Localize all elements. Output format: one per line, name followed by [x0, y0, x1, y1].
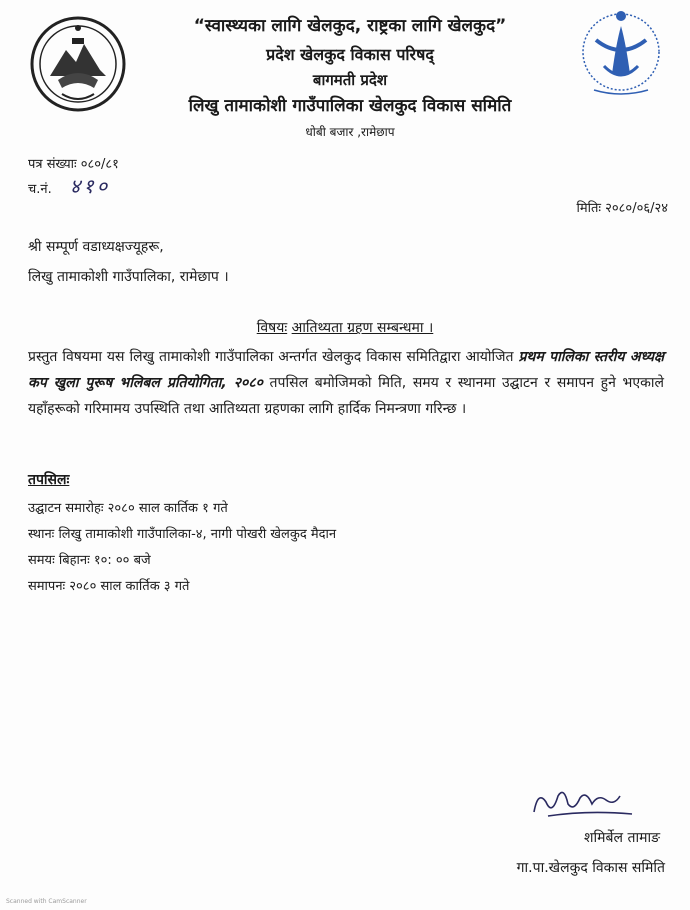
slogan: “स्वास्थ्यका लागि खेलकुद, राष्ट्रका लागि खेलकुद” [193, 16, 507, 36]
letter-number [28, 154, 119, 172]
letterhead [130, 14, 570, 142]
sports-council-logo [576, 4, 666, 104]
committee-name: लिखु तामाकोशी गाउँपालिका खेलकुद विकास समिति [188, 96, 512, 116]
addressee-block [28, 232, 229, 292]
letter-body [28, 344, 664, 422]
dispatch-number-label: च.नं. [28, 182, 52, 197]
subject-line [0, 318, 690, 337]
dispatch-number [28, 172, 110, 199]
signer-name: शमिर्बेल तामाङ [584, 830, 660, 846]
nepal-emblem-logo [28, 14, 128, 114]
addressee-line-1: श्री सम्पूर्ण वडाध्यक्षज्यूहरू, [28, 239, 164, 255]
province-name: बागमती प्रदेश [312, 71, 388, 89]
dispatch-number-value: ४१० [69, 174, 111, 198]
detail-item-time: समयः बिहानः १०: ०० बजे [28, 553, 151, 568]
subject-label: विषयः [256, 320, 288, 336]
scanner-watermark: Scanned with CamScanner [6, 898, 87, 905]
subject-text: आतिथ्यता ग्रहण सम्बन्धमा । [291, 320, 434, 336]
body-part-1: प्रस्तुत विषयमा यस लिखु तामाकोशी गाउँपालिका अन्तर्गत खेलकुद विकास समितिद्वारा आयोजित [28, 349, 519, 365]
signer-title: गा.पा.खेलकुद विकास समिति [516, 860, 665, 876]
event-name: प्रथम पालिका स्तरीय अध्यक्ष कप खुला पुरूष भलिबल प्रतियोगिता, २०८० [28, 349, 664, 391]
detail-item-opening: उद्घाटन समारोहः २०८० साल कार्तिक १ गते [28, 501, 228, 516]
letter-number-label: पत्र संख्याः [28, 157, 77, 172]
date-label: मितिः [576, 201, 602, 216]
addressee-line-2: लिखु तामाकोशी गाउँपालिका, रामेछाप । [28, 269, 229, 285]
handwritten-signature [528, 782, 638, 822]
details-heading: तपसिलः [28, 472, 70, 488]
letter-number-value: ०८०/८१ [80, 157, 119, 172]
detail-item-closing: समापनः २०८० साल कार्तिक ३ गते [28, 579, 190, 594]
council-name: प्रदेश खेलकुद विकास परिषद् [266, 45, 434, 64]
details-list [28, 496, 336, 600]
detail-item-venue: स्थानः लिखु तामाकोशी गाउँपालिका-४, नागी पोखरी खेलकुद मैदान [28, 527, 337, 542]
letter-date [576, 198, 668, 216]
body-part-2: तपसिल बमोजिमको मिति, समय र स्थानमा उद्घाटन र समापन हुने भएकाले यहाँहरूको गरिमामय उपस्थिति तथा आतिथ्यता ग्रहणका लागि हार्दिक निमन्त्रणा गरिन्छ । [28, 375, 664, 417]
office-address: धोबी बजार ,रामेछाप [305, 125, 395, 139]
date-value: २०८०/०६/२४ [605, 201, 668, 216]
